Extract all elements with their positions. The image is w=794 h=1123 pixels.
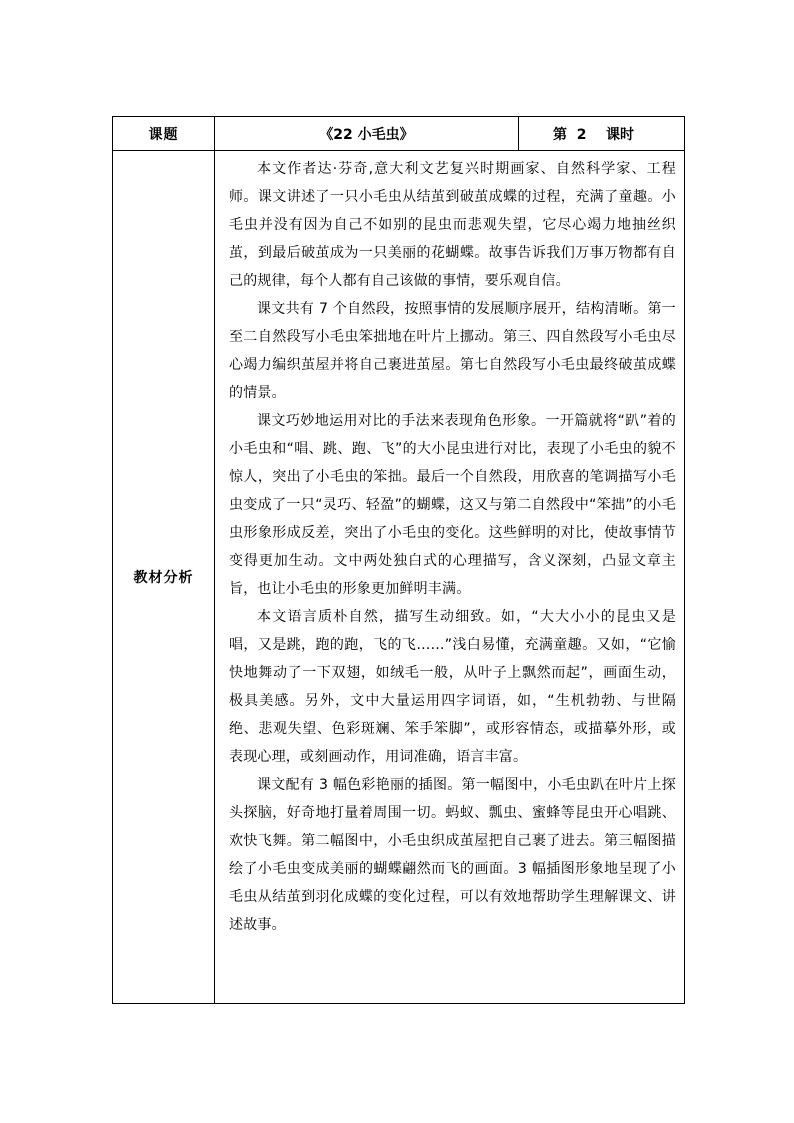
topic-label: 课题 [113,117,215,151]
analysis-row [113,151,685,1004]
section-label: 教材分析 [113,151,215,1004]
paragraph-author-summary: 本文作者达·芬奇,意大利文艺复兴时期画家、自然科学家、工程师。课文讲述了一只小毛虫从结茧到破茧成蝶的过程，充满了童趣。小毛虫并没有因为自己不如别的昆虫而悲观失望，它尽心竭力地抽丝织茧，到最后破茧成为一只美丽的花蝴蝶。故事告诉我们万事万物都有自己的规律，每个人都有自己该做的事情，要乐观自信。 [229,161,676,289]
paragraph-contrast: 课文巧妙地运用对比的手法来表现角色形象。一开篇就将“趴”着的小毛虫和“唱、跳、跑、飞”的大小昆虫进行对比，表现了小毛虫的貌不惊人，突出了小毛虫的笨拙。最后一个自然段，用欣喜的笔调描写小毛虫变成了一只“灵巧、轻盈”的蝴蝶，这又与第二自然段中“笨拙”的小毛虫形象形成反差，突出了小毛虫的变化。这些鲜明的对比，使故事情节变得更加生动。文中两处独白式的心理描写，含义深刻，凸显文章主旨，也让小毛虫的形象更加鲜明丰满。 [229,413,676,597]
period-info: 第 2 课时 [519,117,685,151]
paragraph-language: 本文语言质朴自然，描写生动细致。如，“大大小小的昆虫又是唱，又是跳，跑的跑，飞的飞……”浅白易懂，充满童趣。又如，“它愉快地舞动了一下双翅，如绒毛一般，从叶子上飘然而起”，画面生动，极具美感。另外，文中大量运用四字词语，如，“生机勃勃、与世隔绝、悲观失望、色彩斑斓、笨手笨脚”，或形容情态，或描摹外形，或表现心理，或刻画动作，用词准确，语言丰富。 [229,609,676,765]
header-row [113,117,685,151]
lesson-title: 《22 小毛虫》 [215,117,519,151]
paragraph-structure: 课文共有 7 个自然段，按照事情的发展顺序展开，结构清晰。第一至二自然段写小毛虫笨拙地在叶片上挪动。第三、四自然段写小毛虫尽心竭力编织茧屋并将自己裹进茧屋。第七自然段写小毛虫最终破茧成蝶的情景。 [229,301,676,401]
paragraph-illustrations: 课文配有 3 幅色彩艳丽的插图。第一幅图中，小毛虫趴在叶片上探头探脑，好奇地打量着周围一切。蚂蚁、瓢虫、蜜蜂等昆虫开心唱跳、欢快飞舞。第二幅图中，小毛虫织成茧屋把自己裹了进去。第三幅图描绘了小毛虫变成美丽的蝴蝶翩然而飞的画面。3 幅插图形象地呈现了小毛虫从结茧到羽化成蝶的变化过程，可以有效地帮助学生理解课文、讲述故事。 [229,777,676,933]
lesson-plan-table [112,116,685,1004]
analysis-content [215,151,685,1004]
